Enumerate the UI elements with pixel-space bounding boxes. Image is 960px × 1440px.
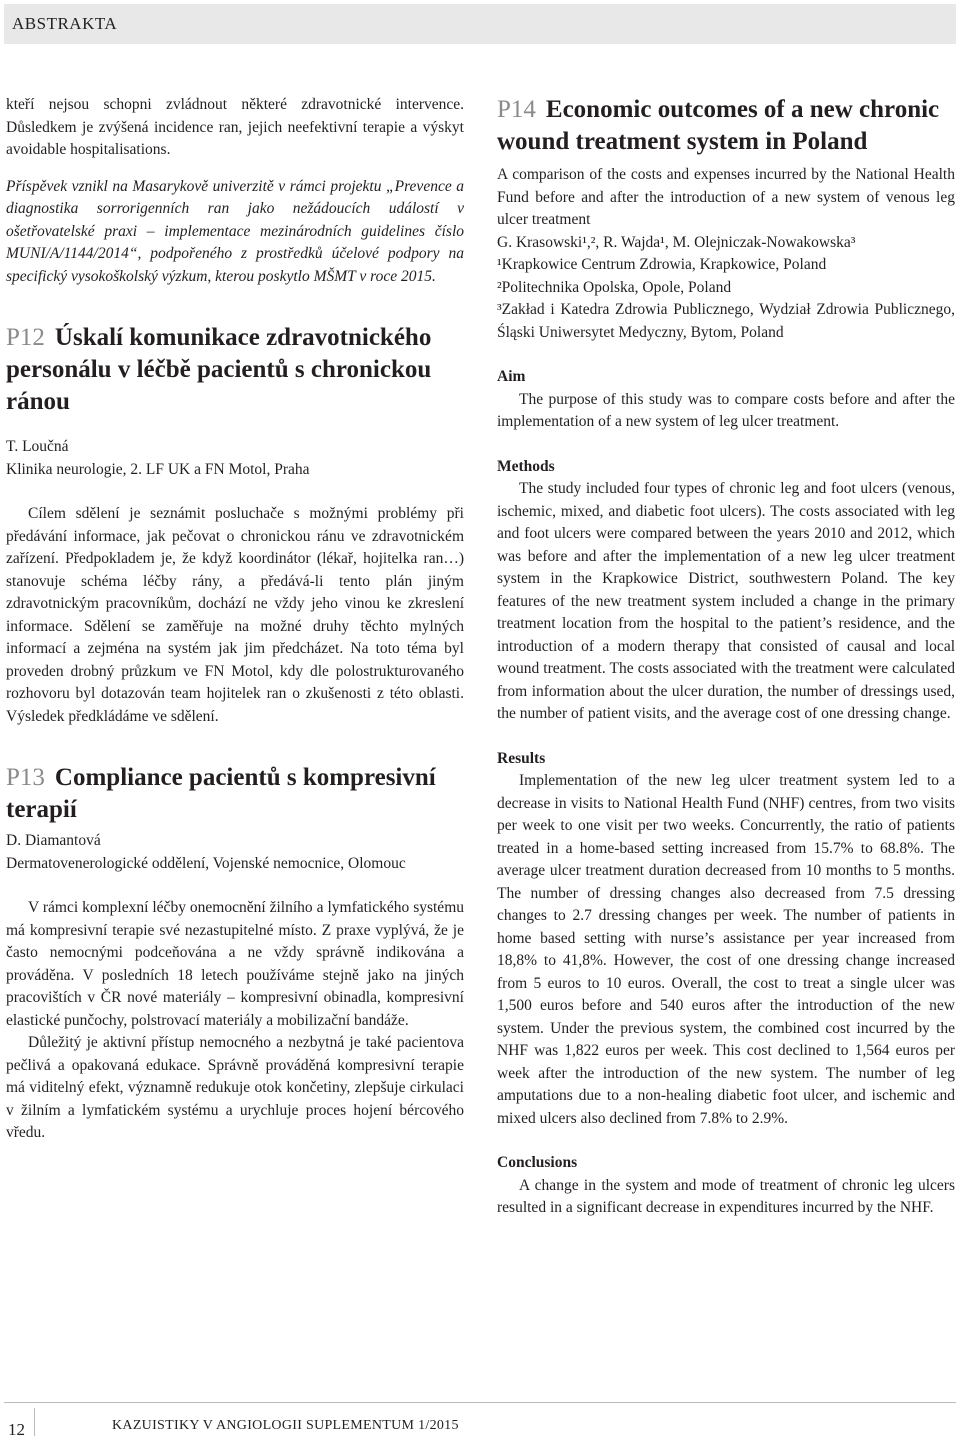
abstract-title <box>497 94 955 158</box>
abstract-author: D. Diamantová <box>6 832 101 849</box>
abstract-body: Cílem sdělení je seznámit posluchače s možnými problémy při předávání informace, jak pečovat o chronickou ránu ve zdravotnickém zařízení. Předpokladem je, že když koordinátor (lékař, hojitelka ran…) stanovuje schéma léčby rány, a předává-li tento plán jiným zdravotnickým pracovníkům, dochází ne vždy jeho vinou ke zkreslení informace. Sdělení se zaměřuje na možné druhy těchto mylných informací a zejména na systém jak jim předcházet. Na toto téma byl proveden drobný průzkum ve FN Motol, kdy dle polostrukturovaného rozhovoru byl dotazován team hojitelek ran o zkušenosti z této oblasti. Výsledek předkládáme ve sdělení. <box>6 505 464 725</box>
abstract-affiliation: ¹Krapkowice Centrum Zdrowia, Krapkowice, Poland <box>497 256 827 273</box>
abstract-title-text: Economic outcomes of a new chronic wound treatment system in Poland <box>497 96 940 155</box>
abstract-number: P13 <box>6 764 45 791</box>
methods-heading: Methods <box>497 457 555 475</box>
abstract-p12 <box>6 322 464 728</box>
abstract-number: P14 <box>497 96 536 123</box>
abstract-affiliation: Klinika neurologie, 2. LF UK a FN Motol, Praha <box>6 460 310 478</box>
footer-vertical-divider <box>34 1408 35 1436</box>
footer-divider <box>4 1402 956 1403</box>
section-header <box>4 4 956 44</box>
section-title: ABSTRAKTA <box>12 14 118 33</box>
conclusions-text: A change in the system and mode of treatment of chronic leg ulcers resulted in a significant decrease in expenditures incurred by the NHF. <box>497 1176 955 1216</box>
intro-paragraph: kteří nejsou schopni zvládnout některé zdravotnické intervence. Důsledkem je zvýšená incidence ran, jejich neefektivní terapie a výskyt avoidable hospitalisations. <box>6 96 464 158</box>
page-footer <box>0 1402 960 1440</box>
abstract-author: T. Loučná <box>6 438 69 455</box>
methods-text: The study included four types of chronic leg and foot ulcers (venous, ischemic, mixed, and diabetic foot ulcers). The costs associated with leg and foot ulcers were compared between the years 2010 and 2012, which was before and after the implementation of a new leg ulcer treatment system in the Krapkowice District, southwestern Poland. The key features of the new treatment system included a change in the primary treatment location from the hospital to the patient’s residence, and the introduction of a modern therapy that consisted of causal and local wound treatment. The costs associated with the treatment were calculated from information about the ulcer duration, the number of dressings used, the number of patient visits, and the average cost of one dressing change. <box>497 480 955 722</box>
abstract-title <box>6 762 464 826</box>
abstract-p14 <box>497 94 955 1220</box>
page-number: 12 <box>8 1420 25 1439</box>
abstract-title <box>6 322 464 418</box>
abstract-title-text: Úskalí komunikace zdravotnického personálu v léčbě pacientů s chronickou ránou <box>6 324 432 415</box>
abstract-affiliation: ³Zakład i Katedra Zdrowia Publicznego, Wydział Zdrowia Publicznego, Śląski Uniwersytet Medyczny, Bytom, Poland <box>497 301 955 341</box>
abstract-authors: G. Krasowski¹,², R. Wajda¹, M. Olejniczak-Nowakowska³ <box>497 233 856 251</box>
abstract-p13 <box>6 762 464 1145</box>
abstract-title-text: Compliance pacientů s kompresivní terapií <box>6 764 436 823</box>
results-heading: Results <box>497 749 546 767</box>
abstract-number: P12 <box>6 324 45 351</box>
abstract-body: Důležitý je aktivní přístup nemocného a nezbytná je také pacientova pečlivá a opakovaná edukace. Správně prováděná kompresivní terapie má viditelný efekt, významně redukuje otok končetiny, zlepšuje cirkulaci v žilním a lymfatickém systému a urychluje proces hojení bércového vředu. <box>6 1034 464 1141</box>
journal-title: KAZUISTIKY V ANGIOLOGII SUPLEMENTUM 1/2015 <box>112 1418 459 1433</box>
abstract-affiliation: ²Politechnika Opolska, Opole, Poland <box>497 278 732 296</box>
acknowledgement-paragraph: Příspěvek vznikl na Masarykově univerzitě v rámci projektu „Prevence a diagnostika sorrorigenních ran jako nežádoucích událostí v ošetřovatelské praxi – implementace mezinárodních guidelines číslo MUNI/A/1144/2014“, podpořeného z prostředků účelové podpory na specifický vysokoškolský výzkum, kterou poskytlo MŠMT v roce 2015. <box>6 177 464 285</box>
results-text: Implementation of the new leg ulcer treatment system led to a decrease in visits to National Health Fund (NHF) centres, from two visits per week to one visit per two weeks. Concurrently, the ratio of patients treated in a home-based setting increased from 15.7% to 68.8%. The average ulcer treatment duration decreased from 10 months to 5 months. The number of dressing changes also decreased from 7.5 dressing changes to 2.7 dressing changes per week. The number of patients in home based setting with nurse’s assistance per year increased from 18,8% to 41,8%. However, the cost of one dressing change increased from 5 euros to 10 euros. Overall, the cost to treat a single ulcer was 1,500 euros before and 540 euros after the introduction of the new system. Under the previous system, the combined cost incurred by the NHF was 1,822 euros per week. This cost declined to 1,564 euros per week after the introduction of the new system. The number of leg amputations due to a non-healing diabetic foot ulcer, and ischemic and mixed ulcers also declined from 7.8% to 2.9%. <box>497 772 955 1127</box>
right-column <box>497 94 955 1220</box>
conclusions-heading: Conclusions <box>497 1154 578 1171</box>
abstract-affiliation: Dermatovenerologické oddělení, Vojenské nemocnice, Olomouc <box>6 854 406 872</box>
aim-text: The purpose of this study was to compare costs before and after the implementation of a new system of leg ulcer treatment. <box>497 390 955 430</box>
left-column <box>6 94 464 1145</box>
abstract-body: V rámci komplexní léčby onemocnění žilního a lymfatického systému má kompresivní terapie své nezastupitelné místo. Z praxe vyplývá, že je často nemocnými podceňována a ne vždy správně indikována a prováděna. V posledních 18 letech používáme stejně jako na jiných pracovištích v ČR nové materiály – kompresivní obinadla, kompresivní elastické punčochy, polstrovací materiály a mobilizační bandáže. <box>6 899 464 1029</box>
abstract-subtitle: A comparison of the costs and expenses incurred by the National Health Fund before and after the introduction of a new system of venous leg ulcer treatment <box>497 166 955 228</box>
aim-heading: Aim <box>497 368 526 385</box>
